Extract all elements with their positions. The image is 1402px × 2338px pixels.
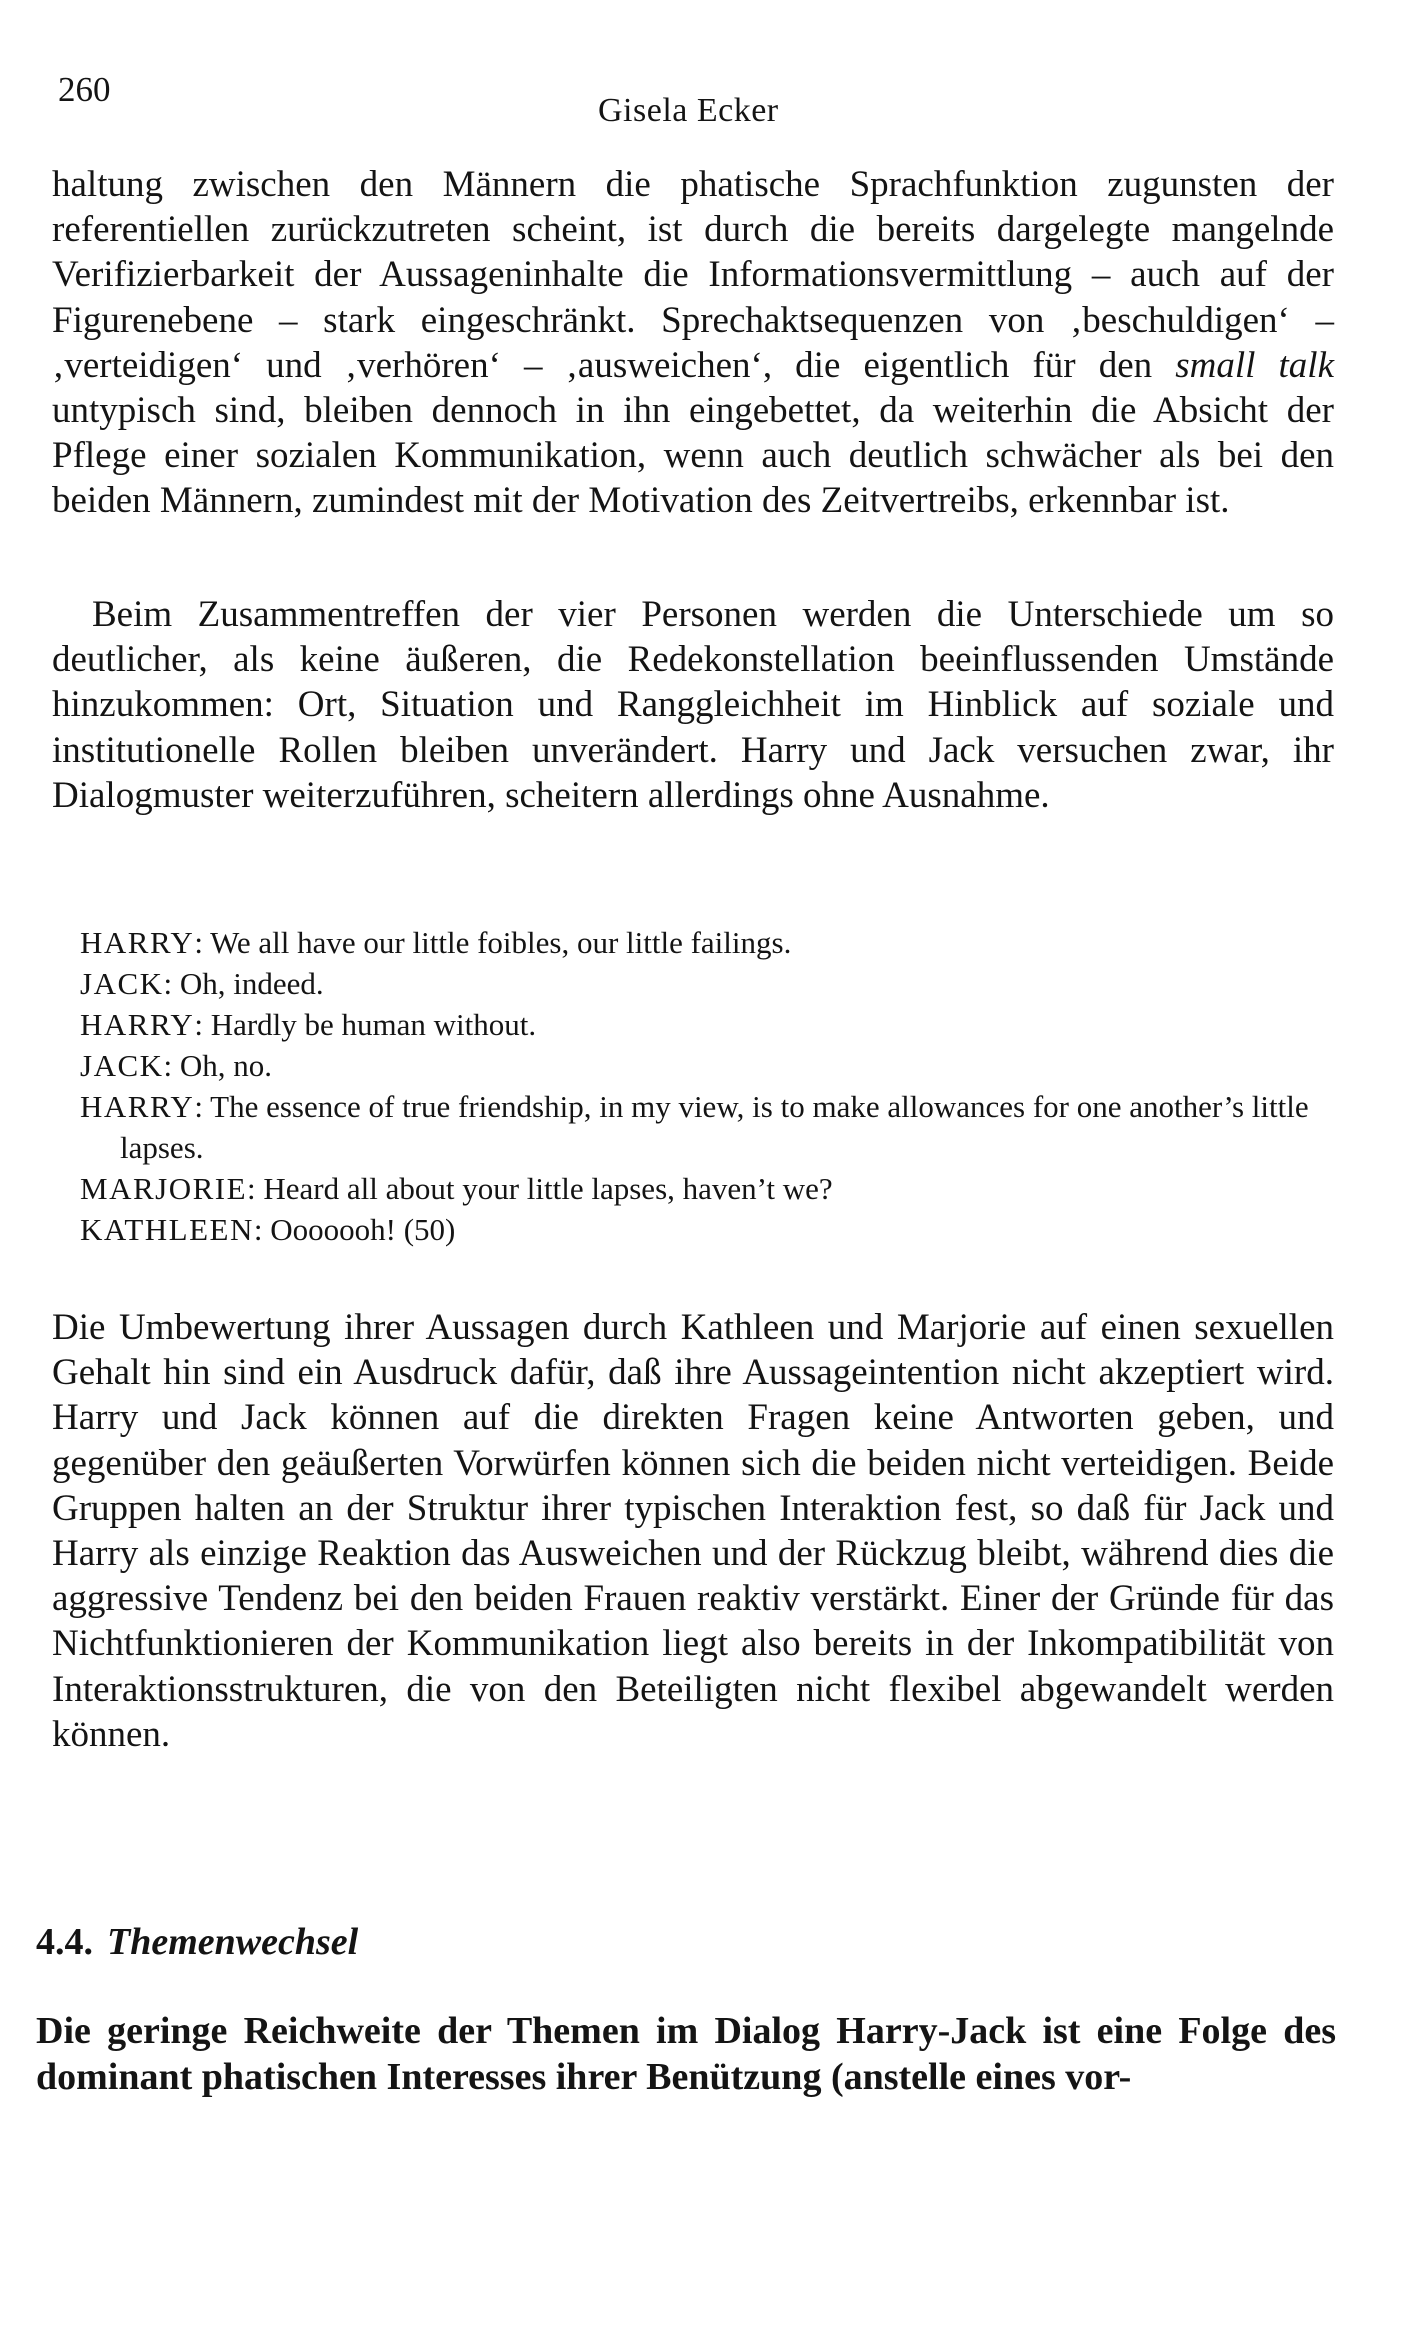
paragraph-1-text: haltung zwischen den Männern die phatische Sprachfunktion zugunsten der referentiellen zurückzutreten scheint, ist durch die bereits dargelegte mangelnde Verifizierbarkeit der Aussageninhalte die Informationsvermittlung – auch auf der Figurenebene – stark eingeschränkt. Sprechaktsequenzen von ‚beschuldigen‘ – ‚verteidigen‘ und ‚verhören‘ – ‚ausweichen‘, die eigentlich für den (52, 164, 1334, 386)
dialogue-speaker: HARRY (80, 1007, 195, 1042)
body-paragraph-2: Beim Zusammentreffen der vier Personen werden die Unterschiede um so deutlicher, als keine äußeren, die Redekonstellation beeinflussenden Umstände hinzukommen: Ort, Situation und Ranggleichheit im Hinblick auf soziale und institutionelle Rollen bleiben unverändert. Harry und Jack versuchen zwar, ihr Dialogmuster weiterzuführen, scheitern allerdings ohne Ausnahme. (52, 594, 1334, 816)
dialogue-separator: : (253, 1212, 263, 1247)
dialogue-separator: : (163, 966, 173, 1001)
dialogue-separator: : (163, 1048, 173, 1083)
dialogue-line (80, 1209, 1340, 1250)
dialogue-text: We all have our little foibles, our little failings. (210, 925, 792, 960)
dialogue-speaker: JACK (80, 1048, 164, 1083)
dialogue-line (80, 922, 1340, 963)
small-talk-term: small talk (1175, 344, 1334, 386)
dialogue-text: The essence of true friendship, in my view, is to make allowances for one another’s little lapses. (120, 1089, 1309, 1165)
paragraph-1-end: untypisch sind, bleiben dennoch in ihn eingebettet, da weiterhin die Absicht der Pflege einer sozialen Kommunikation, wenn auch deutlich schwächer als bei den beiden Männern, zumindest mit der Motivation des Zeitvertreibs, erkennbar ist. (52, 390, 1334, 522)
dialogue-separator: : (194, 1007, 203, 1042)
dialogue-speaker: KATHLEEN (80, 1212, 254, 1247)
dialogue-separator: : (194, 925, 203, 960)
dialogue-line (80, 1086, 1340, 1168)
page-number: 260 (58, 70, 111, 109)
dialogue-line (80, 1045, 1340, 1086)
dialogue-speaker: HARRY (80, 1089, 195, 1124)
section-title: Themenwechsel (107, 1921, 359, 1963)
dialogue-text: Oh, no. (179, 1048, 273, 1083)
dialogue-speaker: HARRY (80, 925, 195, 960)
section-heading (36, 1920, 358, 1964)
body-paragraph-3: Die Umbewertung ihrer Aussagen durch Kathleen und Marjorie auf einen sexuellen Gehalt hin sind ein Ausdruck dafür, daß ihre Aussageintention nicht akzeptiert wird. Harry und Jack können auf die direkten Fragen keine Antworten geben, und gegenüber den geäußerten Vorwürfen können sich die beiden nicht verteidigen. Beide Gruppen halten an der Struktur ihrer typischen Interaktion fest, so daß für Jack und Harry als einzige Reaktion das Ausweichen und der Rückzug bleibt, während dies die aggressive Tendenz bei den beiden Frauen reaktiv verstärkt. Einer der Gründe für das Nichtfunktionieren der Kommunikation liegt also bereits in der Inkompatibilität von Interaktionsstrukturen, die von den Beteiligten nicht flexibel abgewandelt werden können. (52, 1307, 1334, 1755)
page-header (58, 70, 1344, 129)
dialogue-text: Heard all about your little lapses, haven’t we? (263, 1171, 833, 1206)
dialogue-line (80, 1168, 1340, 1209)
body-paragraph-1 (52, 162, 1334, 524)
dialogue-separator: : (194, 1089, 203, 1124)
dialogue-speaker: MARJORIE (80, 1171, 248, 1206)
dialogue-excerpt (80, 922, 1340, 1250)
section-number: 4.4. (36, 1921, 93, 1963)
dialogue-text: Ooooooh! (50) (270, 1212, 456, 1247)
dialogue-separator: : (247, 1171, 256, 1206)
dialogue-speaker: JACK (80, 966, 164, 1001)
dialogue-text: Oh, indeed. (179, 966, 324, 1001)
running-head-author: Gisela Ecker (598, 92, 779, 129)
dialogue-text: Hardly be human without. (210, 1007, 537, 1042)
dialogue-line (80, 1004, 1340, 1045)
bold-paragraph: Die geringe Reichweite der Themen im Dialog Harry-Jack ist eine Folge des dominant phatischen Interesses ihrer Benützung (anstelle eines vor- (36, 2010, 1336, 2098)
dialogue-line (80, 963, 1340, 1004)
